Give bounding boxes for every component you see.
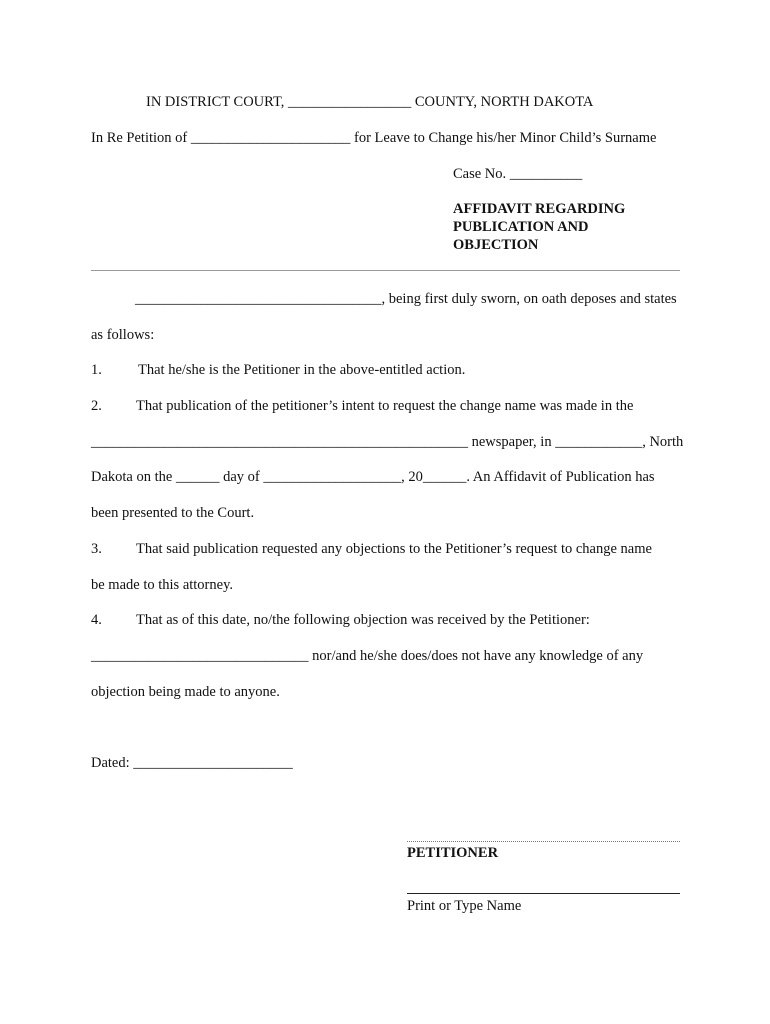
item-number: 3. [91,541,102,557]
item-2-text: Dakota on the ______ day of ___________________, 20______. An Affidavit of Publication has [91,469,655,485]
item-1-text: That he/she is the Petitioner in the above-entitled action. [138,362,466,378]
print-name-label: Print or Type Name [407,898,522,914]
item-2-text: That publication of the petitioner’s intent to request the change name was made in the [136,398,634,414]
item-3-text: That said publication requested any objections to the Petitioner’s request to change name [136,541,652,557]
document-title-line-1: AFFIDAVIT REGARDING [453,201,626,217]
petition-caption: In Re Petition of ______________________ for Leave to Change his/her Minor Child’s Surname [91,130,657,146]
document-title-line-2: PUBLICATION AND [453,219,589,235]
court-heading: IN DISTRICT COURT, _________________ COUNTY, NORTH DAKOTA [146,94,594,110]
header-divider [91,270,680,271]
case-number: Case No. __________ [453,166,583,182]
item-3-text: be made to this attorney. [91,577,234,593]
item-number: 1. [91,362,102,378]
item-number: 4. [91,612,102,628]
item-number: 2. [91,398,102,414]
document-title-line-3: OBJECTION [453,237,539,253]
item-4-text: objection being made to anyone. [91,684,280,700]
affiant-intro: __________________________________, being first duly sworn, on oath deposes and states [135,291,677,307]
signature-line [407,841,680,842]
item-4-text: That as of this date, no/the following objection was received by the Petitioner: [136,612,590,628]
print-name-line [407,893,680,894]
affiant-intro-continued: as follows: [91,327,155,343]
dated-field: Dated: ______________________ [91,755,293,771]
petitioner-label: PETITIONER [407,845,499,861]
item-2-text: ____________________________________________________ newspaper, in ____________, North [91,434,684,450]
item-2-text: been presented to the Court. [91,505,255,521]
item-4-text: ______________________________ nor/and he/she does/does not have any knowledge of any [91,648,644,664]
